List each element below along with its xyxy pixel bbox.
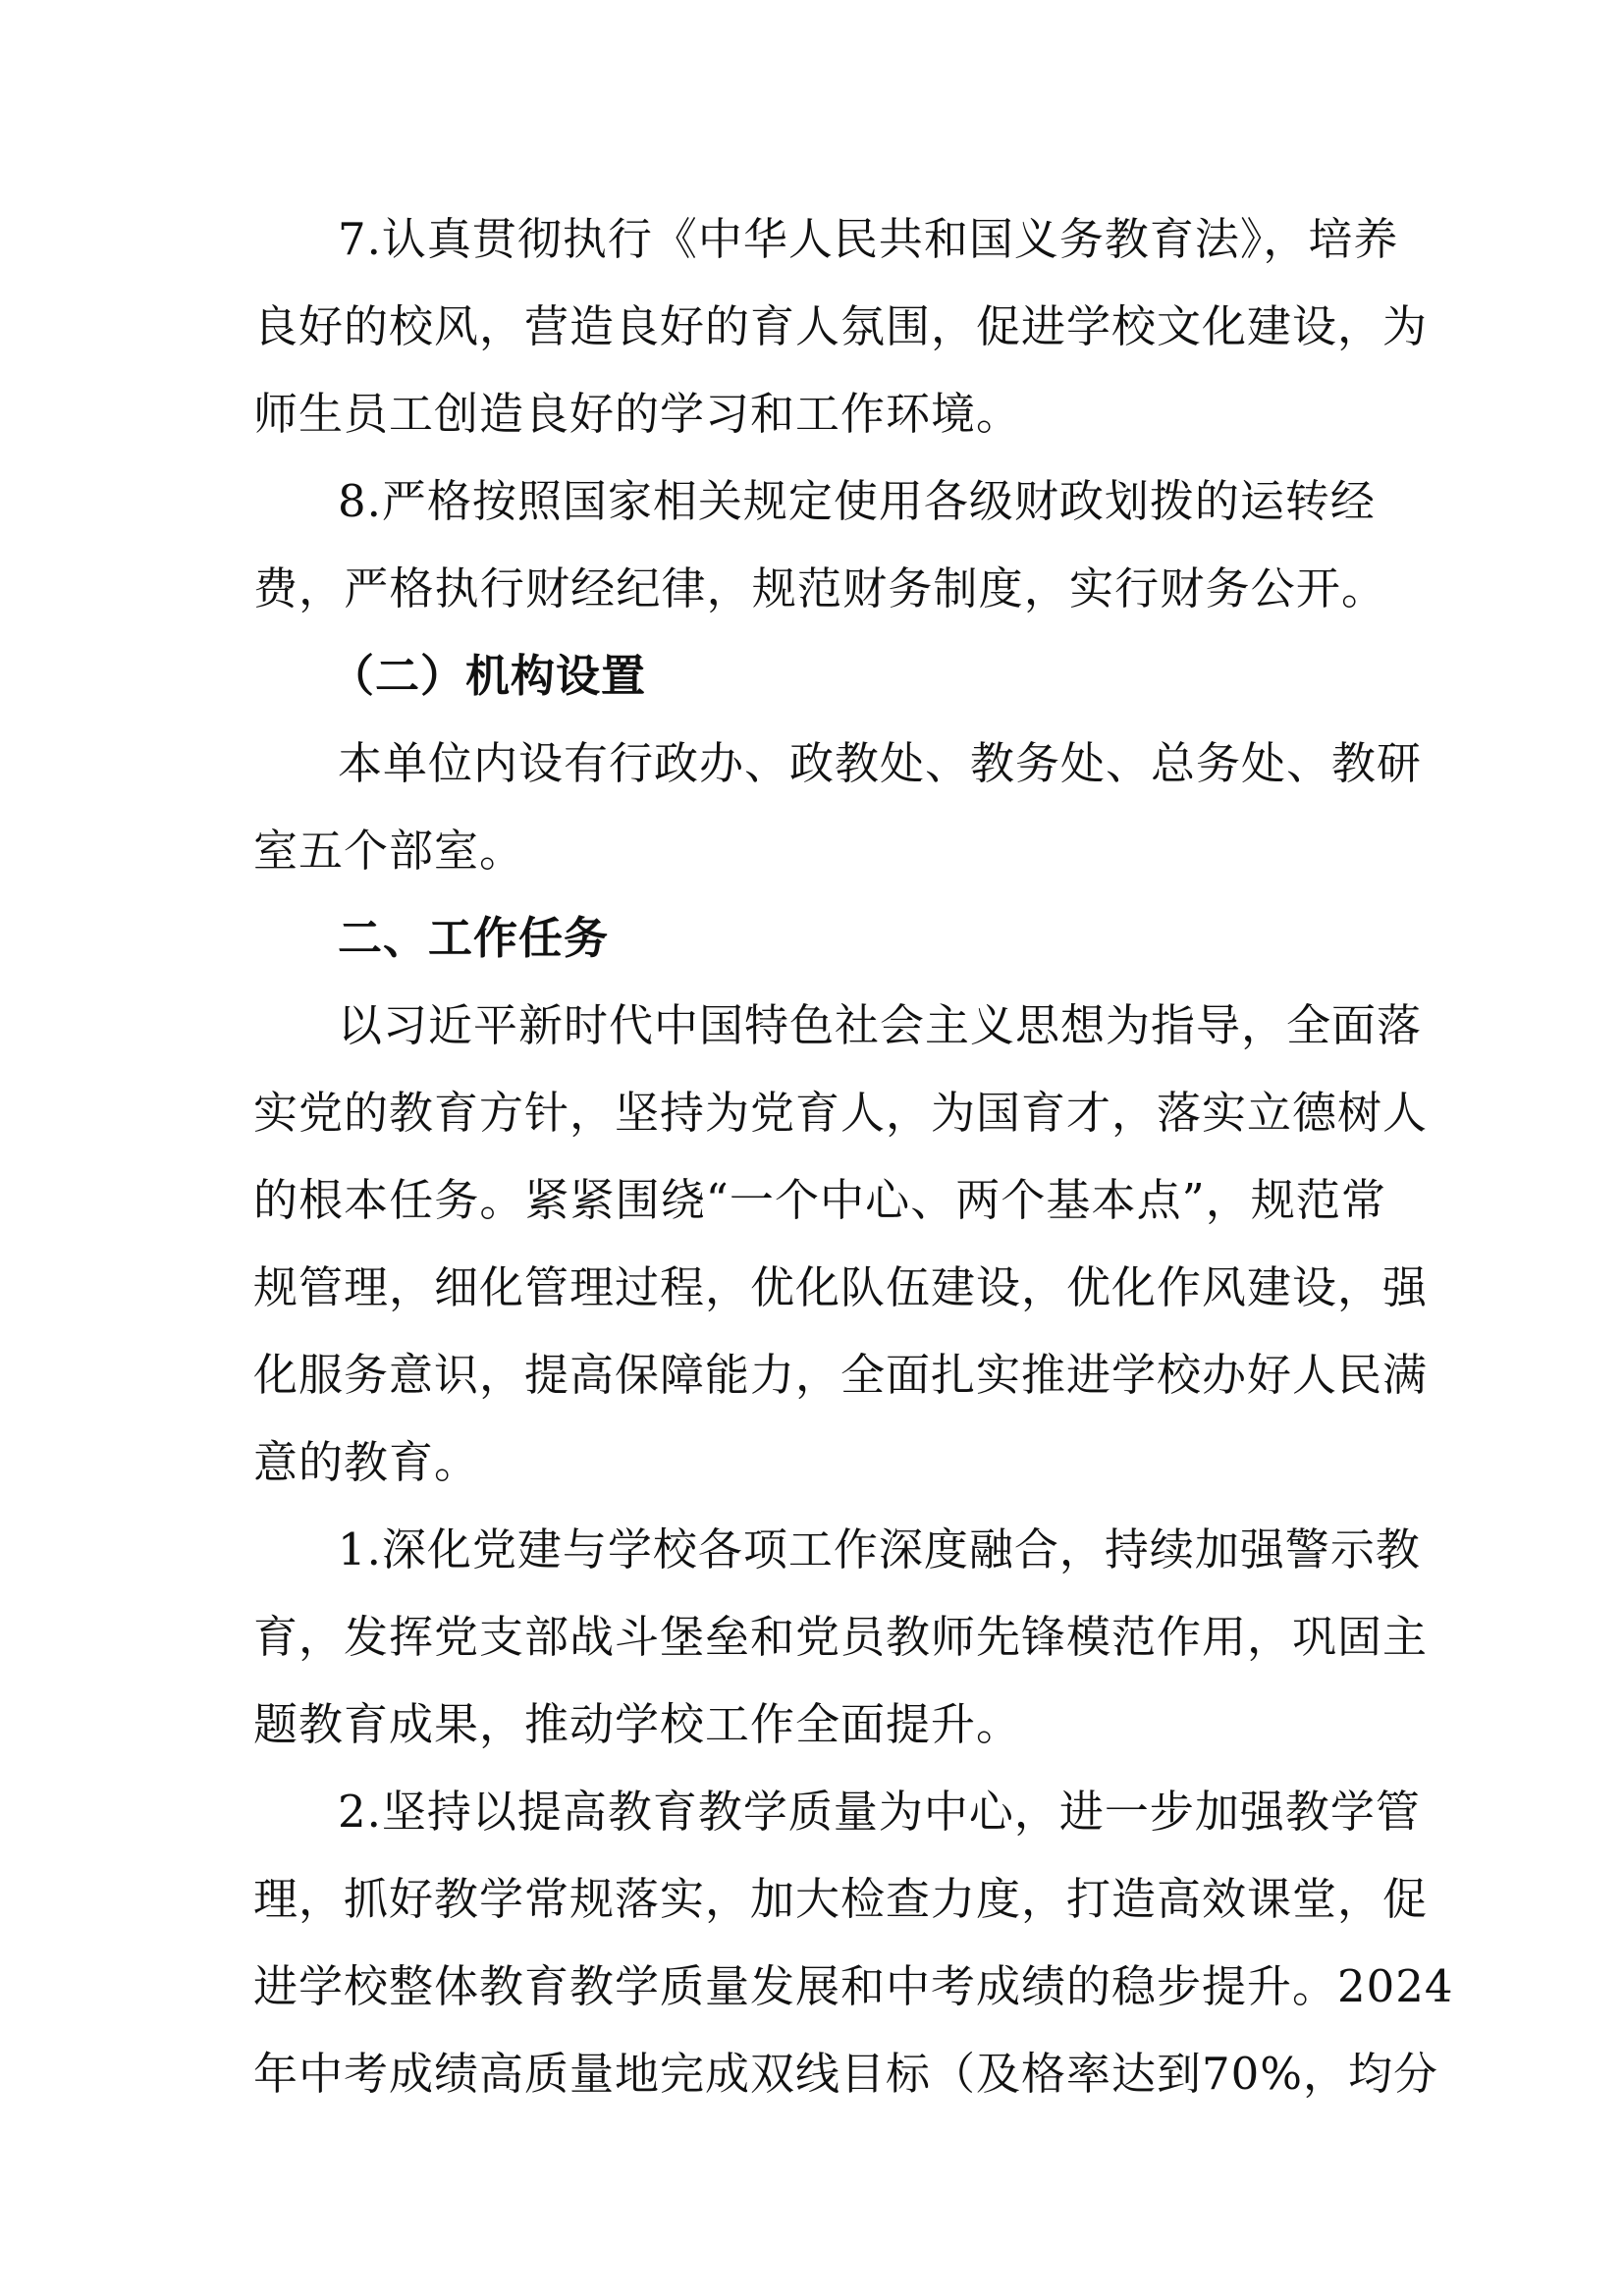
paragraph-org-line-1: 本单位内设有行政办、政教处、教务处、总务处、教研: [338, 737, 1423, 789]
paragraph-tasks-line-2: 实党的教育方针，坚持为党育人，为国育才，落实立德树人: [253, 1087, 1429, 1139]
task-2-line-3: 进学校整体教育教学质量发展和中考成绩的稳步提升。2024: [253, 1960, 1454, 2012]
paragraph-8-line-1: 8.严格按照国家相关规定使用各级财政划拨的运转经: [338, 475, 1376, 527]
section-heading-organization: （二）机构设置: [330, 650, 647, 702]
task-2-line-1: 2.坚持以提高教育教学质量为中心，进一步加强教学管: [338, 1786, 1421, 1838]
paragraph-tasks-line-3: 的根本任务。紧紧围绕“一个中心、两个基本点”，规范常: [253, 1174, 1386, 1226]
task-1-line-1: 1.深化党建与学校各项工作深度融合，持续加强警示教: [338, 1523, 1421, 1575]
paragraph-7-line-3: 师生员工创造良好的学习和工作环境。: [253, 388, 1022, 440]
task-2-line-4: 年中考成绩高质量地完成双线目标（及格率达到70%，均分: [253, 2048, 1439, 2100]
paragraph-7-line-1: 7.认真贯彻执行《中华人民共和国义务教育法》，培养: [338, 213, 1399, 265]
paragraph-7-line-2: 良好的校风，营造良好的育人氛围，促进学校文化建设，为: [253, 300, 1429, 352]
paragraph-org-line-2: 室五个部室。: [253, 825, 525, 877]
paragraph-tasks-line-1: 以习近平新时代中国特色社会主义思想为指导，全面落: [338, 999, 1423, 1051]
paragraph-tasks-line-4: 规管理，细化管理过程，优化队伍建设，优化作风建设，强: [253, 1261, 1429, 1313]
task-2-line-2: 理，抓好教学常规落实，加大检查力度，打造高效课堂，促: [253, 1873, 1429, 1925]
paragraph-tasks-line-6: 意的教育。: [253, 1436, 480, 1488]
task-1-line-3: 题教育成果，推动学校工作全面提升。: [253, 1698, 1022, 1750]
section-heading-tasks: 二、工作任务: [338, 912, 610, 964]
paragraph-tasks-line-5: 化服务意识，提高保障能力，全面扎实推进学校办好人民满: [253, 1349, 1429, 1401]
paragraph-8-line-2: 费，严格执行财经纪律，规范财务制度，实行财务公开。: [253, 562, 1386, 614]
task-1-line-2: 育，发挥党支部战斗堡垒和党员教师先锋模范作用，巩固主: [253, 1611, 1429, 1663]
